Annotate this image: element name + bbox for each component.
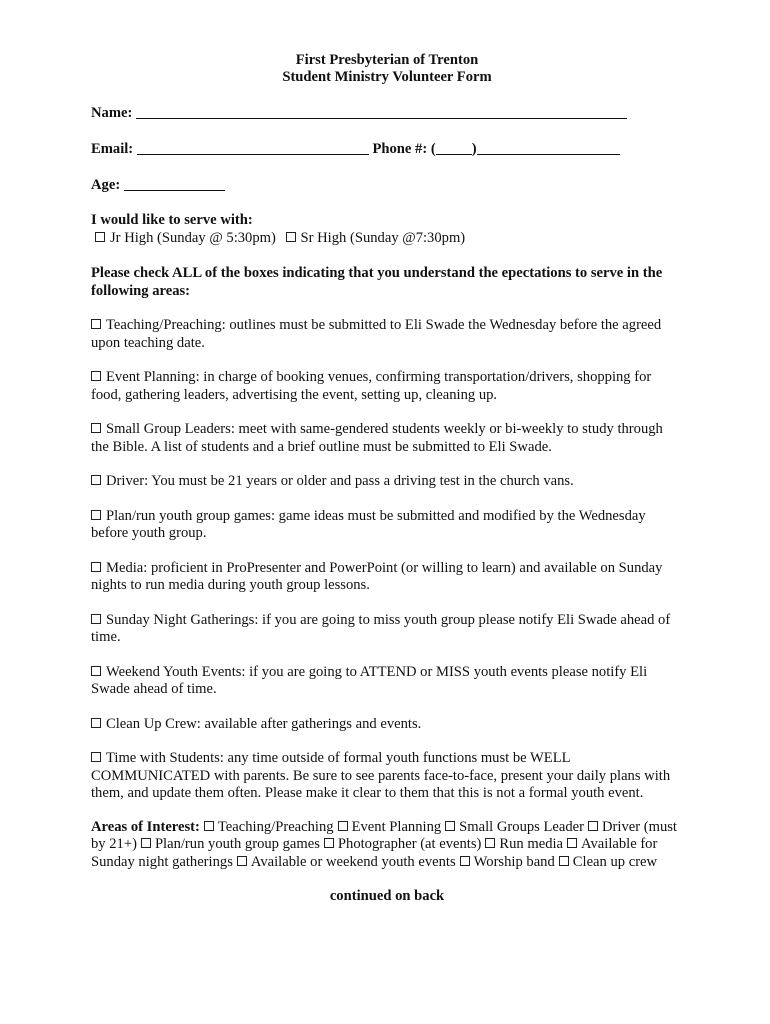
age-field[interactable] xyxy=(124,176,225,191)
interest-label: Small Groups Leader xyxy=(459,818,584,835)
interest-checkbox[interactable] xyxy=(141,838,151,848)
interest-checkbox[interactable] xyxy=(324,838,334,848)
interest-label: Teaching/Preaching xyxy=(217,818,334,835)
email-phone-row xyxy=(91,140,683,158)
area-code-field[interactable] xyxy=(436,140,472,155)
continued-on-back: continued on back xyxy=(329,888,445,904)
expectation-text: Weekend Youth Events: if you are going to ATTEND or MISS youth events please notify Eli Swade ahead of time. xyxy=(91,663,648,697)
interest-label: Available or weekend youth events xyxy=(250,853,456,870)
interest-checkbox[interactable] xyxy=(460,856,470,866)
expectation-text: Sunday Night Gatherings: if you are going to miss youth group please notify Eli Swade ahead of time. xyxy=(91,611,671,645)
name-row xyxy=(91,104,683,122)
interest-checkbox[interactable] xyxy=(559,856,569,866)
expectation-checkbox[interactable] xyxy=(91,614,101,624)
interest-checkbox[interactable] xyxy=(338,821,348,831)
age-label: Age: xyxy=(91,177,121,193)
volunteer-form xyxy=(91,52,683,906)
expectation-checkbox[interactable] xyxy=(91,475,101,485)
expectation-text: Plan/run youth group games: game ideas must be submitted and modified by the Wednesday before youth group. xyxy=(91,507,646,541)
expectation-text: Time with Students: any time outside of formal youth functions must be WELL COMMUNICATED with parents. Be sure to see parents face-to-face, present your daily plans with them, and update them often. Please make it clear to them that this is not a formal youth event. xyxy=(91,750,671,801)
expectation-text: Small Group Leaders: meet with same-gendered students weekly or bi-weekly to study through the Bible. A list of students and a brief outline must be submitted to Eli Swade. xyxy=(91,421,663,455)
expectation-text: Clean Up Crew: available after gatherings and events. xyxy=(106,715,422,732)
interest-label: Photographer (at events) xyxy=(337,836,482,852)
expectation-item xyxy=(91,560,683,595)
interest-label: Available for Sunday night gatherings xyxy=(91,836,658,870)
interest-checkbox[interactable] xyxy=(588,821,598,831)
expectation-checkbox[interactable] xyxy=(91,562,101,572)
expectation-text: Teaching/Preaching: outlines must be submitted to Eli Swade the Wednesday before the agreed upon teaching date. xyxy=(91,317,662,351)
expectation-item xyxy=(91,716,683,734)
serve-jr-high-label: Jr High (Sunday @ 5:30pm) xyxy=(110,229,276,246)
interest-label: Plan/run youth group games xyxy=(154,836,320,852)
instructions: Please check ALL of the boxes indicating that you understand the epectations to serve in the following areas: xyxy=(91,265,663,299)
email-field[interactable] xyxy=(137,140,369,155)
expectation-item xyxy=(91,508,683,543)
form-title: Student Ministry Volunteer Form xyxy=(282,69,492,85)
email-label: Email: xyxy=(91,141,134,157)
expectation-text: Event Planning: in charge of booking venues, confirming transportation/drivers, shopping for food, gathering leaders, advertising the event, setting up, cleaning up. xyxy=(91,369,652,403)
interest-label: Clean up crew xyxy=(572,853,658,870)
area-code-close-paren: ) xyxy=(471,141,477,157)
expectation-checkbox[interactable] xyxy=(91,510,101,520)
interest-label: Driver (must by 21+) xyxy=(91,818,677,852)
phone-label: Phone #: xyxy=(372,141,428,157)
area-code-open-paren: ( xyxy=(430,141,436,157)
expectation-item xyxy=(91,750,683,803)
interest-checkbox[interactable] xyxy=(204,821,214,831)
serve-options xyxy=(91,230,683,248)
interest-label: Event Planning xyxy=(351,818,442,835)
expectation-checkbox[interactable] xyxy=(91,718,101,728)
interest-checkbox[interactable] xyxy=(445,821,455,831)
expectation-item xyxy=(91,664,683,699)
serve-jr-high-checkbox[interactable] xyxy=(95,232,105,242)
expectation-checkbox[interactable] xyxy=(91,666,101,676)
expectation-checkbox[interactable] xyxy=(91,752,101,762)
expectation-text: Media: proficient in ProPresenter and PowerPoint (or willing to learn) and available on Sunday nights to run media during youth group lessons. xyxy=(91,559,663,593)
expectation-item xyxy=(91,369,683,404)
phone-field[interactable] xyxy=(477,140,620,155)
expectation-item xyxy=(91,612,683,647)
org-title: First Presbyterian of Trenton xyxy=(295,52,479,68)
expectation-checkbox[interactable] xyxy=(91,319,101,329)
interest-checkbox[interactable] xyxy=(485,838,495,848)
name-label: Name: xyxy=(91,105,133,121)
expectation-checkbox[interactable] xyxy=(91,423,101,433)
interest-label: Worship band xyxy=(473,853,555,870)
interest-label: Run media xyxy=(499,836,564,852)
serve-section xyxy=(91,212,683,247)
interests-label: Areas of Interest: xyxy=(91,818,200,835)
serve-sr-high-checkbox[interactable] xyxy=(286,232,296,242)
interest-checkbox[interactable] xyxy=(567,838,577,848)
expectation-text: Driver: You must be 21 years or older and pass a driving test in the church vans. xyxy=(106,473,574,489)
expectation-checkbox[interactable] xyxy=(91,371,101,381)
age-row xyxy=(91,176,683,194)
name-field[interactable] xyxy=(136,104,627,119)
serve-sr-high-label: Sr High (Sunday @7:30pm) xyxy=(300,229,466,246)
expectation-item xyxy=(91,317,683,352)
interest-checkbox[interactable] xyxy=(237,856,247,866)
areas-of-interest xyxy=(91,819,683,872)
expectation-item xyxy=(91,473,683,491)
expectation-item xyxy=(91,421,683,456)
serve-heading: I would like to serve with: xyxy=(91,212,253,228)
